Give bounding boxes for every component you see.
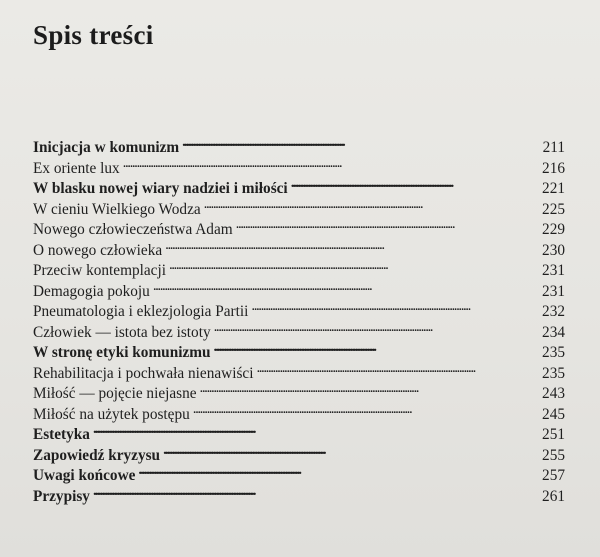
toc-entry-title: W cieniu Wielkiego Wodza — [33, 200, 201, 218]
dot-leader — [204, 194, 529, 214]
toc-page-number: 245 — [542, 405, 565, 423]
toc-page-number: 261 — [542, 487, 565, 505]
toc-entry-title: Ex oriente lux — [33, 159, 120, 177]
dot-leader — [165, 235, 529, 255]
toc-page-number: 234 — [542, 323, 565, 341]
dot-leader — [163, 440, 529, 460]
dot-leader — [153, 276, 529, 296]
toc-page-number: 232 — [542, 303, 565, 320]
toc-page-number: 231 — [542, 262, 565, 279]
toc-entry-title: O nowego człowieka — [33, 241, 163, 259]
toc-page-number: 230 — [542, 241, 565, 259]
dot-leader — [236, 214, 529, 234]
toc-page-number: 251 — [542, 426, 565, 443]
dot-leader — [251, 296, 529, 316]
toc-page-number: 235 — [542, 344, 565, 361]
table-of-contents — [33, 132, 565, 505]
toc-page-number: 225 — [542, 200, 565, 218]
dot-leader — [93, 481, 529, 501]
dot-leader — [138, 460, 529, 480]
toc-entry-title: Miłość na użytek postępu — [33, 405, 190, 423]
toc-page-number: 229 — [542, 221, 565, 238]
dot-leader — [182, 132, 529, 152]
toc-page-number: 243 — [542, 385, 565, 402]
dot-leader — [123, 153, 529, 173]
toc-entry-title: W blasku nowej wiary nadziei i miłości — [33, 180, 288, 197]
toc-page-number: 255 — [542, 446, 565, 464]
dot-leader — [200, 378, 529, 398]
toc-entry-title: Pneumatologia i eklezjologia Partii — [33, 303, 249, 320]
dot-leader — [291, 173, 529, 193]
dot-leader — [256, 358, 529, 378]
toc-page-number: 231 — [542, 282, 565, 300]
toc-entry-title: Inicjacja w komunizm — [33, 139, 180, 156]
dot-leader — [193, 399, 529, 419]
toc-entry-title: Uwagi końcowe — [33, 467, 136, 484]
toc-entry — [33, 440, 565, 464]
toc-entry-title: W stronę etyki komunizmu — [33, 344, 211, 361]
toc-entry-title: Miłość — pojęcie niejasne — [33, 385, 197, 402]
toc-page-number: 257 — [542, 467, 565, 484]
page-title: Spis treści — [33, 20, 154, 50]
toc-entry — [33, 132, 565, 156]
toc-entry-title: Nowego człowieczeństwa Adam — [33, 221, 233, 238]
toc-entry-title: Estetyka — [33, 426, 90, 443]
toc-entry — [33, 419, 565, 443]
toc-page-number: 216 — [542, 159, 565, 177]
toc-entry-title: Rehabilitacja i pochwała nienawiści — [33, 364, 254, 382]
toc-page-number: 221 — [542, 180, 565, 197]
toc-entry-title: Człowiek — istota bez istoty — [33, 323, 211, 341]
toc-page-number: 211 — [542, 139, 565, 156]
dot-leader — [214, 317, 529, 337]
toc-entry-title: Przeciw kontemplacji — [33, 262, 166, 279]
toc-entry-title: Przypisy — [33, 487, 90, 505]
dot-leader — [169, 255, 529, 275]
toc-entry-title: Demagogia pokoju — [33, 282, 150, 300]
dot-leader — [93, 419, 529, 439]
toc-page-number: 235 — [542, 364, 565, 382]
toc-entry-title: Zapowiedź kryzysu — [33, 446, 161, 464]
dot-leader — [214, 337, 530, 357]
toc-entry — [33, 481, 565, 505]
